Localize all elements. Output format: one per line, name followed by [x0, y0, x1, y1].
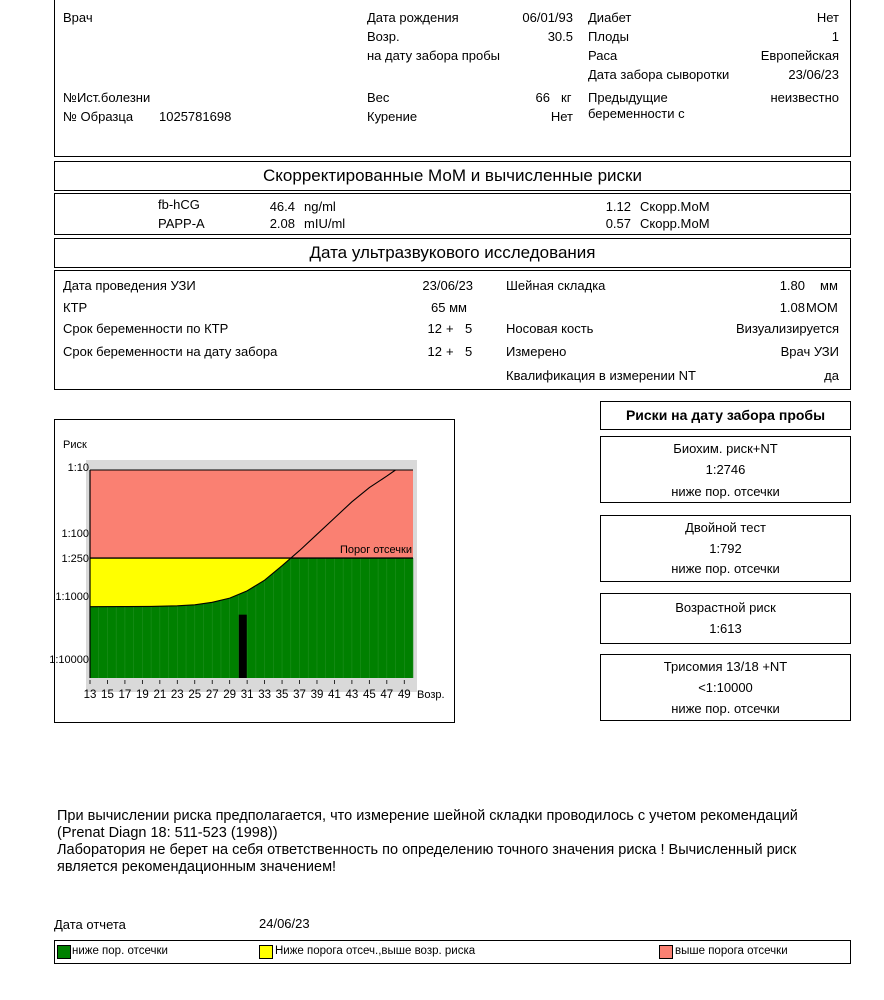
legend-label: ниже пор. отсечки: [72, 945, 168, 957]
us-date-label: Дата проведения УЗИ: [63, 278, 196, 293]
x-axis-label: Возр.: [417, 689, 445, 701]
risk-note: ниже пор. отсечки: [671, 561, 780, 576]
y-axis-label: Риск: [63, 439, 87, 451]
patient-marker: [239, 615, 247, 678]
x-tick-label: 17: [118, 689, 132, 701]
nt-qualification-value: да: [824, 368, 839, 383]
x-tick-label: 19: [135, 689, 149, 701]
fetuses-value: 1: [831, 29, 839, 44]
risk-value: <1:10000: [698, 680, 753, 695]
marker-mom-label: Скорр.МоМ: [640, 199, 710, 214]
smoking-value: Нет: [550, 109, 573, 124]
note-line: является рекомендационным значением!: [57, 859, 337, 875]
age-value: 30.5: [547, 29, 573, 44]
weight-value: 66: [535, 90, 550, 105]
sample-no-value: 1025781698: [159, 109, 232, 124]
us-section-title: Дата ультразвукового исследования: [309, 243, 596, 262]
prev-preg-label-1: Предыдущие: [588, 90, 668, 105]
marker-value: 2.08: [269, 216, 295, 231]
x-tick-label: 35: [275, 689, 289, 701]
serum-date-label: Дата забора сыворотки: [588, 67, 730, 82]
y-tick-label: 1:10: [67, 462, 89, 474]
marker-name: PAPP-A: [158, 216, 205, 231]
note-line: При вычислении риска предполагается, что измерение шейной складки проводилось с учетом рекомендаций: [57, 808, 798, 824]
fetuses-label: Плоды: [588, 29, 629, 44]
y-tick-label: 1:100: [61, 528, 89, 541]
nt-mom-unit: MOM: [806, 300, 838, 315]
x-tick-label: 23: [170, 689, 184, 701]
nt-qualification-label: Квалификация в измерении NT: [506, 368, 696, 383]
risk-note: ниже пор. отсечки: [671, 701, 780, 716]
diabetes-label: Диабет: [588, 10, 632, 25]
nt-mom-value: 1.08: [779, 300, 805, 315]
age-label-2: на дату забора пробы: [367, 48, 500, 63]
measured-by-label: Измерено: [506, 344, 567, 359]
legend-swatch-green: [57, 945, 71, 959]
x-tick-label: 33: [258, 689, 271, 701]
smoking-label: Курение: [367, 109, 418, 124]
y-tick-label: 1:250: [61, 553, 89, 566]
note-line: (Prenat Diagn 18: 511-523 (1998)): [57, 825, 278, 841]
prev-preg-value: неизвестно: [770, 90, 839, 105]
ga-sample-days: 5: [465, 344, 473, 359]
crl-label: КТР: [63, 300, 88, 315]
case-no-label: №Ист.болезни: [63, 90, 151, 105]
x-tick-label: 15: [101, 689, 114, 701]
x-tick-label: 31: [240, 689, 254, 701]
nasal-bone-label: Носовая кость: [506, 321, 594, 336]
race-value: Европейская: [760, 48, 839, 63]
x-tick-label: 13: [83, 689, 97, 701]
x-tick-label: 37: [293, 689, 306, 701]
x-tick-label: 49: [397, 689, 411, 701]
ga-plus-sign: +: [446, 344, 454, 359]
risk-name: Возрастной риск: [675, 600, 776, 615]
us-date-value: 23/06/23: [422, 278, 473, 293]
measured-by-value: Врач УЗИ: [780, 344, 839, 359]
marker-value: 46.4: [269, 199, 295, 214]
legend-label: Ниже порога отсеч.,выше возр. риска: [275, 945, 476, 957]
risk-name: Биохим. риск+NT: [673, 441, 778, 456]
ga-plus-sign: +: [446, 321, 454, 336]
risk-name: Двойной тест: [685, 520, 766, 535]
risks-title: Риски на дату забора пробы: [625, 407, 826, 423]
y-tick-label: 1:10000: [49, 654, 89, 667]
risk-note: ниже пор. отсечки: [671, 484, 780, 499]
weight-unit: кг: [561, 90, 572, 105]
legend-label: выше порога отсечки: [675, 945, 788, 957]
report-date-label: Дата отчета: [54, 917, 126, 932]
risk-value: 1:792: [709, 541, 742, 556]
birth-date-label: Дата рождения: [367, 10, 459, 25]
sample-no-label: № Образца: [63, 109, 134, 124]
x-tick-label: 27: [205, 689, 219, 701]
nt-unit: мм: [820, 278, 838, 293]
ga-crl-weeks: 12: [427, 321, 442, 336]
nt-label: Шейная складка: [506, 278, 606, 293]
x-tick-label: 25: [188, 689, 202, 701]
marker-name: fb-hCG: [158, 197, 200, 212]
marker-mom: 1.12: [605, 199, 631, 214]
nt-value: 1.80: [779, 278, 805, 293]
risk-name: Трисомия 13/18 +NT: [663, 659, 788, 674]
x-tick-label: 29: [223, 689, 237, 701]
disclaimer-notes: [57, 808, 798, 876]
marker-mom-label: Скорр.МоМ: [640, 216, 710, 231]
x-tick-label: 41: [328, 689, 341, 701]
serum-date-value: 23/06/23: [788, 67, 839, 82]
risk-value: 1:2746: [705, 462, 746, 477]
weight-label: Вес: [367, 90, 390, 105]
y-tick-label: 1:1000: [55, 591, 89, 604]
marker-unit: mIU/ml: [304, 216, 346, 231]
legend-swatch-red: [659, 945, 673, 959]
x-tick-label: 43: [345, 689, 359, 701]
mom-section-title: Скорректированные МоМ и вычисленные риски: [263, 166, 642, 185]
race-label: Раса: [588, 48, 618, 63]
nasal-bone-value: Визуализируется: [736, 321, 839, 336]
crl-value: 65 мм: [431, 300, 467, 315]
ga-sample-weeks: 12: [427, 344, 442, 359]
report-date-value: 24/06/23: [259, 916, 310, 931]
marker-unit: ng/ml: [304, 199, 336, 214]
age-label: Возр.: [367, 29, 400, 44]
doctor-label: Врач: [63, 10, 93, 25]
prev-preg-label-2: беременности с: [588, 106, 685, 121]
ga-sample-label: Срок беременности на дату забора: [63, 344, 278, 359]
x-tick-label: 45: [362, 689, 376, 701]
note-line: Лаборатория не берет на себя ответственность по определению точного значения риска ! Вычисленный риск: [57, 842, 797, 858]
cutoff-label: Порог отсечки: [339, 544, 412, 557]
marker-mom: 0.57: [605, 216, 631, 231]
ga-crl-days: 5: [465, 321, 473, 336]
x-tick-label: 47: [380, 689, 394, 701]
risk-value: 1:613: [709, 621, 742, 636]
ga-crl-label: Срок беременности по КТР: [63, 321, 229, 336]
diabetes-value: Нет: [816, 10, 839, 25]
birth-date-value: 06/01/93: [522, 10, 573, 25]
x-tick-label: 21: [153, 689, 167, 701]
x-tick-label: 39: [310, 689, 324, 701]
legend-swatch-yellow: [259, 945, 273, 959]
